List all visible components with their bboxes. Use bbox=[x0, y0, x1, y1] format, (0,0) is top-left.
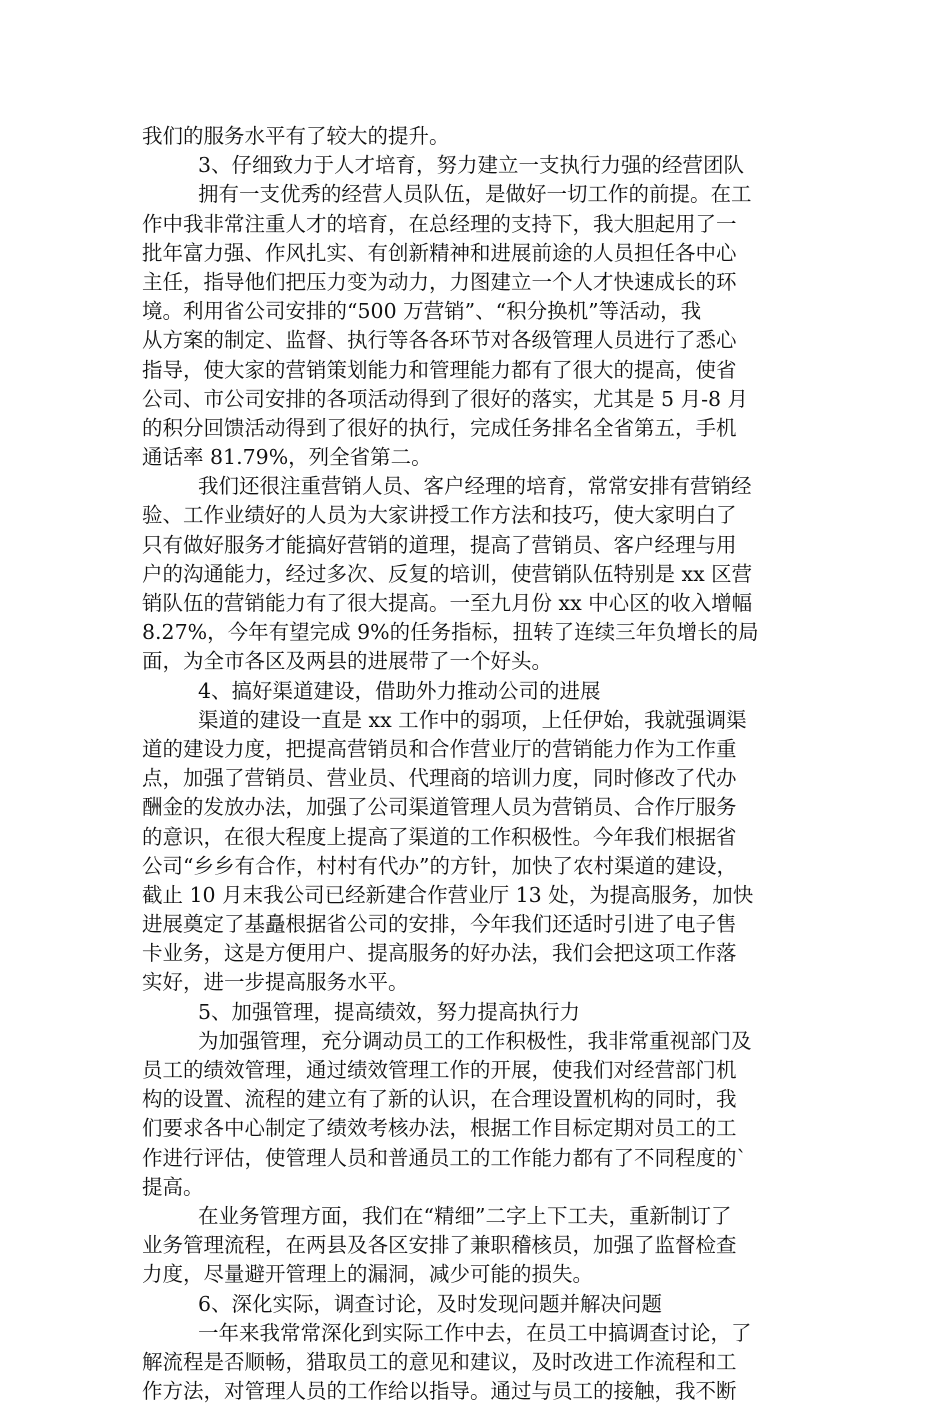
text-line: 们要求各中心制定了绩效考核办法，根据工作目标定期对员工的工 bbox=[142, 1116, 737, 1141]
text-line: 销队伍的营销能力有了很大提高。一至九月份 xx 中心区的收入增幅 bbox=[142, 591, 753, 615]
text-line: 通话率 81.79%，列全省第二。 bbox=[142, 445, 432, 470]
text-line: 点，加强了营销员、营业员、代理商的培训力度，同时修改了代办 bbox=[142, 766, 737, 791]
text-line: 作中我非常注重人才的培育，在总经理的支持下，我大胆起用了一 bbox=[142, 211, 737, 236]
text-line: 批年富力强、作风扎实、有创新精神和进展前途的人员担任各中心 bbox=[142, 240, 737, 265]
text-line: 的意识，在很大程度上提高了渠道的工作积极性。今年我们根据省 bbox=[142, 824, 737, 849]
text-line: 指导，使大家的营销策划能力和管理能力都有了很大的提高，使省 bbox=[142, 357, 737, 382]
text-line: 作进行评估，使管理人员和普通员工的工作能力都有了不同程度的` bbox=[142, 1145, 747, 1170]
text-line: 卡业务，这是方便用户、提高服务的好办法，我们会把这项工作落 bbox=[142, 941, 737, 966]
text-line: 实好，进一步提高服务水平。 bbox=[142, 970, 409, 995]
text-line: 力度，尽量避开管理上的漏洞，减少可能的损失。 bbox=[142, 1262, 593, 1287]
text-line: 6、深化实际，调查讨论，及时发现问题并解决问题 bbox=[198, 1291, 663, 1316]
text-line: 提高。 bbox=[142, 1174, 204, 1199]
text-line: 3、仔细致力于人才培育，努力建立一支执行力强的经营团队 bbox=[198, 153, 745, 178]
text-line: 验、工作业绩好的人员为大家讲授工作方法和技巧，使大家明白了 bbox=[142, 503, 737, 528]
text-line: 户的沟通能力，经过多次、反复的培训，使营销队伍特别是 xx 区营 bbox=[142, 561, 753, 586]
text-line: 从方案的制定、监督、执行等各各环节对各级管理人员进行了悉心 bbox=[142, 328, 737, 353]
text-line: 面，为全市各区及两县的进展带了一个好头。 bbox=[142, 649, 552, 674]
text-line: 在业务管理方面，我们在“精细”二字上下工夫，重新制订了 bbox=[198, 1203, 732, 1228]
text-line: 境。利用省公司安排的“500 万营销”、“积分换机”等活动，我 bbox=[142, 299, 702, 324]
text-line: 截止 10 月末我公司已经新建合作营业厅 13 处，为提高服务，加快 bbox=[142, 882, 754, 907]
text-line: 4、搞好渠道建设，借助外力推动公司的进展 bbox=[198, 678, 601, 703]
text-line: 拥有一支优秀的经营人员队伍，是做好一切工作的前提。在工 bbox=[198, 182, 752, 207]
text-line: 我们的服务水平有了较大的提升。 bbox=[142, 124, 450, 148]
text-line: 员工的绩效管理，通过绩效管理工作的开展，使我们对经营部门机 bbox=[142, 1058, 737, 1082]
text-line: 作方法，对管理人员的工作给以指导。通过与员工的接触，我不断 bbox=[142, 1379, 737, 1404]
text-line: 构的设置、流程的建立有了新的认识，在合理设置机构的同时，我 bbox=[142, 1087, 737, 1112]
text-line: 5、加强管理，提高绩效，努力提高执行力 bbox=[198, 999, 581, 1024]
text-line: 8.27%，今年有望完成 9%的任务指标，扭转了连续三年负增长的局 bbox=[142, 620, 759, 645]
text-line: 道的建设力度，把提高营销员和合作营业厅的营销能力作为工作重 bbox=[142, 736, 737, 761]
text-line: 酬金的发放办法，加强了公司渠道管理人员为营销员、合作厅服务 bbox=[142, 795, 737, 820]
text-line: 业务管理流程，在两县及各区安排了兼职稽核员，加强了监督检查 bbox=[142, 1233, 737, 1258]
text-line: 为加强管理，充分调动员工的工作积极性，我非常重视部门及 bbox=[198, 1028, 752, 1053]
text-line: 主任，指导他们把压力变为动力，力图建立一个人才快速成长的环 bbox=[142, 269, 737, 294]
text-line: 公司“乡乡有合作，村村有代办”的方针，加快了农村渠道的建设， bbox=[142, 853, 737, 878]
text-line: 只有做好服务才能搞好营销的道理，提高了营销员、客户经理与用 bbox=[142, 532, 737, 557]
document-page bbox=[142, 122, 822, 1406]
text-line: 的积分回馈活动得到了很好的执行，完成任务排名全省第五，手机 bbox=[142, 415, 737, 440]
text-line: 进展奠定了基矗根据省公司的安排，今年我们还适时引进了电子售 bbox=[142, 912, 737, 937]
text-line: 一年来我常常深化到实际工作中去，在员工中搞调查讨论，了 bbox=[198, 1320, 752, 1345]
text-line: 渠道的建设一直是 xx 工作中的弱项，上任伊始，我就强调渠 bbox=[198, 707, 747, 732]
text-line: 公司、市公司安排的各项活动得到了很好的落实，尤其是 5 月-8 月 bbox=[142, 386, 749, 411]
text-line: 解流程是否顺畅，猎取员工的意见和建议，及时改进工作流程和工 bbox=[142, 1349, 737, 1374]
text-line: 我们还很注重营销人员、客户经理的培育，常常安排有营销经 bbox=[198, 474, 752, 499]
